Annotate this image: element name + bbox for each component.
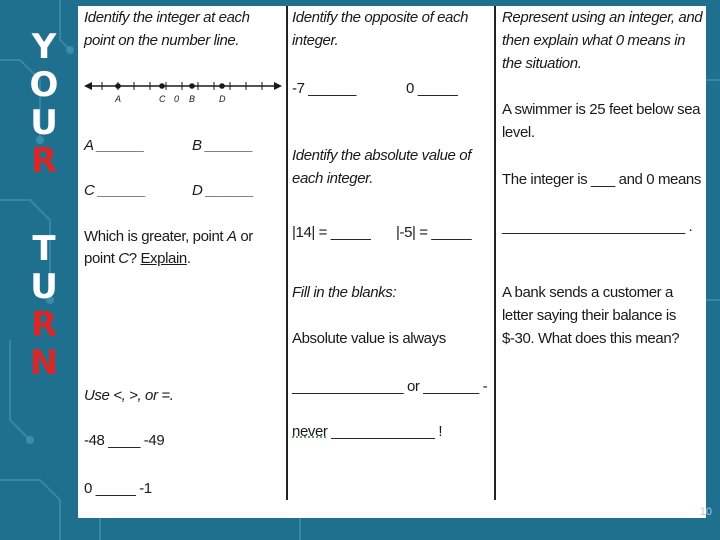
integer-sentence: The integer is ___ and 0 means <box>502 171 701 188</box>
answer-blank-line: _______________________ . <box>502 218 693 235</box>
abs-item: |-5| = _____ <box>396 224 472 241</box>
title-letter: U <box>30 103 58 143</box>
greater-question-line <box>84 248 191 270</box>
bank-text-line: $-30. What does this mean? <box>502 330 680 347</box>
title-letter: R <box>30 305 58 345</box>
abs-instruction-line: Identify the absolute value of <box>292 147 471 164</box>
question-text: ? <box>128 250 141 267</box>
title-letter: U <box>30 267 58 307</box>
abs-item: |14| = _____ <box>292 224 371 241</box>
swimmer-text-line: A swimmer is 25 feet below sea <box>502 101 701 118</box>
number-line <box>84 76 282 106</box>
number-line-label: D <box>219 94 226 104</box>
title-letter: O <box>29 65 59 105</box>
col1-instruction-line: Identify the integer at each <box>84 9 250 26</box>
title-letter: Y <box>31 27 57 67</box>
number-line-point <box>189 83 195 89</box>
bank-text-line: letter saying their balance is <box>502 307 676 324</box>
fill-line: Absolute value is always <box>292 330 446 347</box>
opposite-instruction-line: integer. <box>292 32 339 49</box>
question-text: . <box>186 250 191 267</box>
col1-instruction-line: point on the number line. <box>84 32 240 49</box>
blank-C: C ______ <box>84 182 146 199</box>
title-letter: N <box>29 343 59 383</box>
blank-A: A ______ <box>84 137 145 154</box>
title-letter: R <box>30 141 58 181</box>
fill-line: ______________ or _______ - <box>292 378 488 395</box>
page-number: 10 <box>699 506 712 518</box>
column-divider <box>286 6 288 500</box>
blank-D: D ______ <box>192 182 254 199</box>
represent-instruction-line: Represent using an integer, and <box>502 9 703 26</box>
represent-instruction-line: the situation. <box>502 55 582 72</box>
opposite-item: 0 _____ <box>406 80 458 97</box>
number-line-point <box>159 83 165 89</box>
fill-blank: _____________ ! <box>327 423 443 440</box>
worksheet <box>78 6 706 518</box>
represent-instruction-line: then explain what 0 means in <box>502 32 686 49</box>
compare-item: 0 _____ -1 <box>84 480 152 497</box>
column-divider <box>494 6 496 500</box>
never-word: never <box>292 423 328 440</box>
use-symbols-instruction: Use <, >, or =. <box>84 387 174 404</box>
question-text: Which is greater, point <box>84 228 227 245</box>
your-turn-title <box>22 28 66 382</box>
number-line-label: 0 <box>174 94 180 104</box>
blank-B: B ______ <box>192 137 254 154</box>
question-text: or <box>236 228 253 245</box>
number-line-point <box>219 83 225 89</box>
fill-instruction: Fill in the blanks: <box>292 284 397 301</box>
abs-instruction-line: each integer. <box>292 170 373 187</box>
question-point: A <box>226 228 237 245</box>
fill-line <box>292 421 442 443</box>
number-line-label: B <box>189 94 196 104</box>
question-point: C <box>118 250 129 267</box>
opposite-instruction-line: Identify the opposite of each <box>292 9 469 26</box>
bank-text-line: A bank sends a customer a <box>502 284 673 301</box>
opposite-item: -7 ______ <box>292 80 356 97</box>
number-line-label: A <box>115 94 122 104</box>
compare-item: -48 ____ -49 <box>84 432 165 449</box>
swimmer-text-line: level. <box>502 124 535 141</box>
question-text: point <box>84 250 119 267</box>
number-line-label: C <box>159 94 166 104</box>
explain-word: Explain <box>140 250 187 267</box>
title-letter: T <box>32 229 56 269</box>
greater-question-line <box>84 226 253 248</box>
number-line-point <box>115 83 121 89</box>
